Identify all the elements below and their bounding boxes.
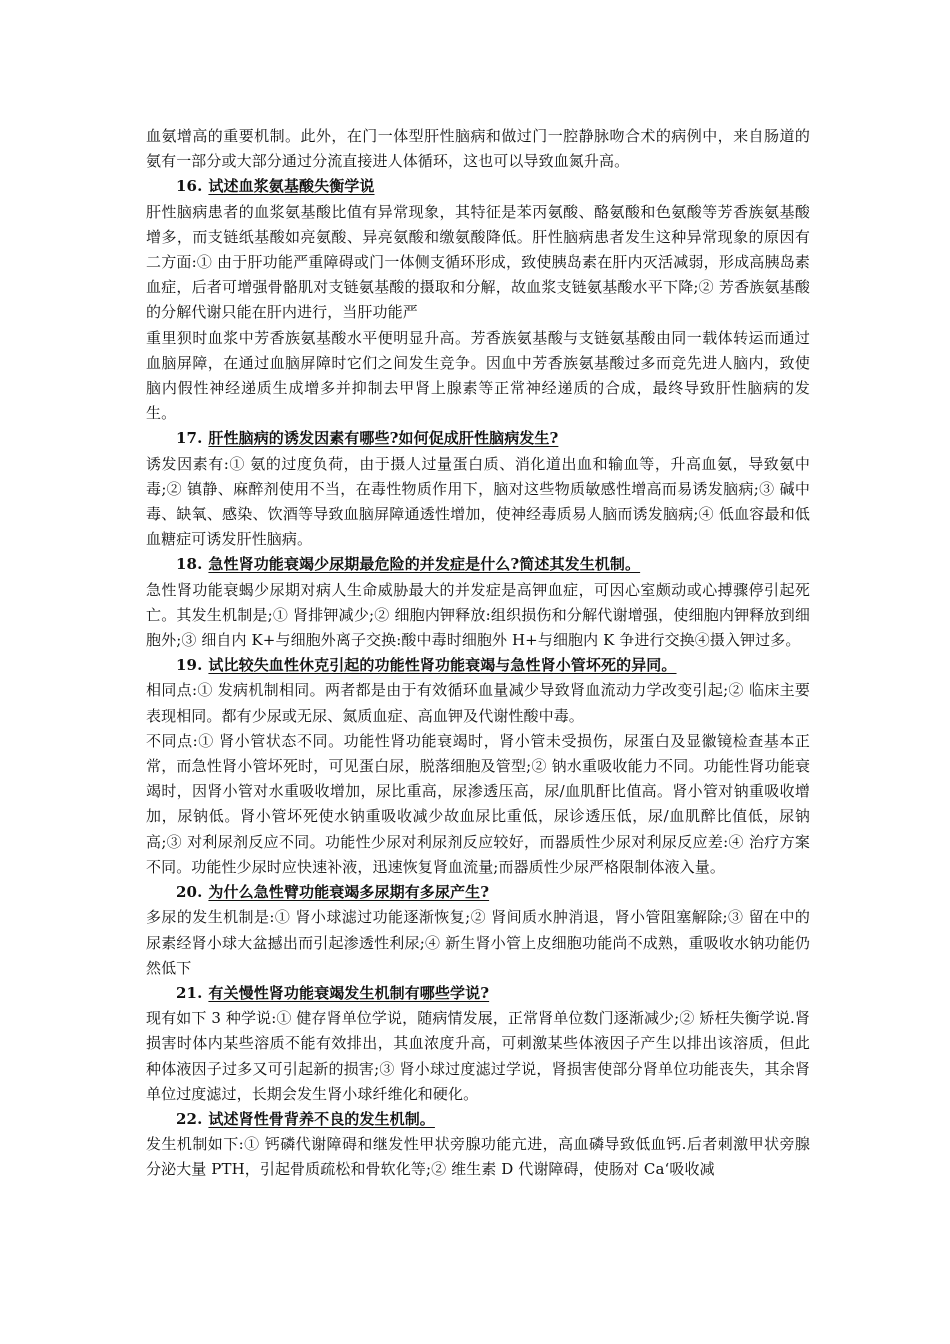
answer-paragraph: 现有如下 3 种学说:① 健存肾单位学说，随病情发展，正常肾单位数门逐渐减少;② 矫枉失衡学说.肾损害时体内某些溶质不能有效排出，其血浓度升高，可刺激某些体液因子产生以排出该溶质，但此种体液因子过多又可引起新的损害;③ 肾小球过度滤过学说，肾损害使部分肾单位功能丧失，其余肾单位过度滤过，长期会发生肾小球纤维化和硬化。 [146,1009,810,1103]
question-heading [146,653,810,678]
question-number: 16. [176,177,203,196]
question-number: 21. [176,983,203,1002]
document-page [146,124,810,1183]
answer-paragraph: 诱发因素有:① 氨的过度负荷，由于摄人过量蛋白质、消化道出血和输血等，升高血氨，导致氨中毒;② 镇静、麻醉剂使用不当，在毒性物质作用下，脑对这些物质敏感性增高而易诱发脑病;③ 碱中毒、缺氧、感染、饮酒等导致血脑屏障通透性增加，使神经毒质易人脑而诱发脑病;④ 低血容最和低血糖症可诱发肝性脑病。 [146,454,810,549]
question-heading [146,174,810,199]
question-number: 17. [176,429,203,448]
question-number: 18. [176,555,203,574]
question-title: 试述肾性骨背养不良的发生机制。 [208,1109,435,1128]
question-title: 试比较失血性休克引起的功能性肾功能衰竭与急性肾小管坏死的异同。 [208,656,677,675]
question-number: 19. [176,656,203,675]
answer-paragraph: 血氨增高的重要机制。此外，在门一体型肝性脑病和做过门一腔静脉吻合术的病例中，来自肠道的氨有一部分或大部分通过分流直接进人体循环，这也可以导致血氮升高。 [146,127,810,171]
question-title: 为什么急性臂功能衰竭多尿期有多尿产生? [208,883,490,902]
question-title: 试述血浆氨基酸失衡学说 [208,177,375,196]
question-heading [146,1107,810,1132]
answer-paragraph: 重里狈时血浆中芳香族氨基酸水平便明显升高。芳香族氨基酸与支链氨基酸由同一载体转运而通过血脑屏障，在通过血脑屏障时它们之间发生竞争。因血中芳香族氨基酸过多而竞先进人脑内，致使脑内假性神经递质生成增多并抑制去甲肾上腺素等正常神经递质的合成，最终导致肝性脑病的发生。 [146,328,810,423]
question-title: 有关慢性肾功能衰竭发生机制有哪些学说? [208,983,490,1002]
question-heading [146,880,810,905]
answer-paragraph: 相同点:① 发病机制相同。两者都是由于有效循环血量减少导致肾血流动力学改变引起;② 临床主要表现相同。都有少尿或无尿、氮质血症、高血钾及代谢性酸中毒。 [146,681,810,725]
question-heading [146,981,810,1006]
question-number: 22. [176,1109,203,1128]
answer-paragraph: 肝性脑病患者的血浆氨基酸比值有异常现象，其特征是苯丙氨酸、酪氨酸和色氨酸等芳香族氨基酸增多，而支链纸基酸如亮氨酸、异亮氨酸和缴氨酸降低。肝性脑病患者发生这种异常现象的原因有二方面:① 由于肝功能严重障碍或门一体侧支循环形成，致使胰岛素在肝内灭活减弱，形成高胰岛素血症，后者可增强骨骼肌对支链氨基酸的摄取和分解，故血浆支链氨基酸水平下降;② 芳香族氨基酸的分解代谢只能在肝内进行，当肝功能严 [146,202,810,322]
question-number: 20. [176,883,203,902]
question-title: 肝性脑病的诱发因素有哪些?如何促成肝性脑病发生? [208,429,559,448]
question-title: 急性肾功能衰竭少尿期最危险的并发症是什么?简述其发生机制。 [208,555,641,574]
answer-paragraph: 不同点:① 肾小管状态不同。功能性肾功能衰竭时，肾小管未受损伤，尿蛋白及显徽镜检查基本正常，而急性肾小管坏死时，可见蛋白尿，脱落细胞及管型;② 钠水重吸收能力不同。功能性肾功能衰竭时，因肾小管对水重吸收增加，尿比重高，尿渗透压高，尿/血肌酐比值高。肾小管对钠重吸收增加，尿钠低。肾小管坏死使水钠重吸收减少故血尿比重低，尿诊透压低，尿/血肌醉比值低，尿钠高;③ 对利尿剂反应不同。功能性少尿对利尿剂反应较好，而器质性少尿对利尿反应差:④ 治疗方案不同。功能性少尿时应快速补液，迅速恢复肾血流量;而器质性少尿严格限制体液入量。 [146,731,810,876]
answer-paragraph: 急性肾功能衰蝎少尿期对病人生命威胁最大的并发症是高钾血症，可因心室颇动或心搏骤停引起死亡。其发生机制是;① 肾排钾减少;② 细胞内钾释放:组织损伤和分解代谢增强，使细胞内钾释放到细胞外;③ 细自内 K+与细胞外离子交换:酸中毒时细胞外 H+与细胞内 K 争进行交换④摄入钾过多。 [146,580,810,650]
question-heading [146,552,810,577]
answer-paragraph: 发生机制如下:① 钙磷代谢障碍和继发性甲状旁腺功能亢进，高血磷导致低血钙.后者刺激甲状旁腺分泌大量 PTH，引起骨质疏松和骨软化等;② 维生素 D 代谢障碍，使肠对 Ca‘吸收减 [146,1135,810,1179]
question-heading [146,426,810,451]
answer-paragraph: 多尿的发生机制是:① 肾小球滤过功能逐渐恢复;② 肾间质水肿消退，肾小管阻塞解除;③ 留在中的尿素经肾小球大盆撼出而引起渗透性利尿;④ 新生肾小管上皮细胞功能尚不成熟，重吸收水钠功能仍然低下 [146,908,810,977]
